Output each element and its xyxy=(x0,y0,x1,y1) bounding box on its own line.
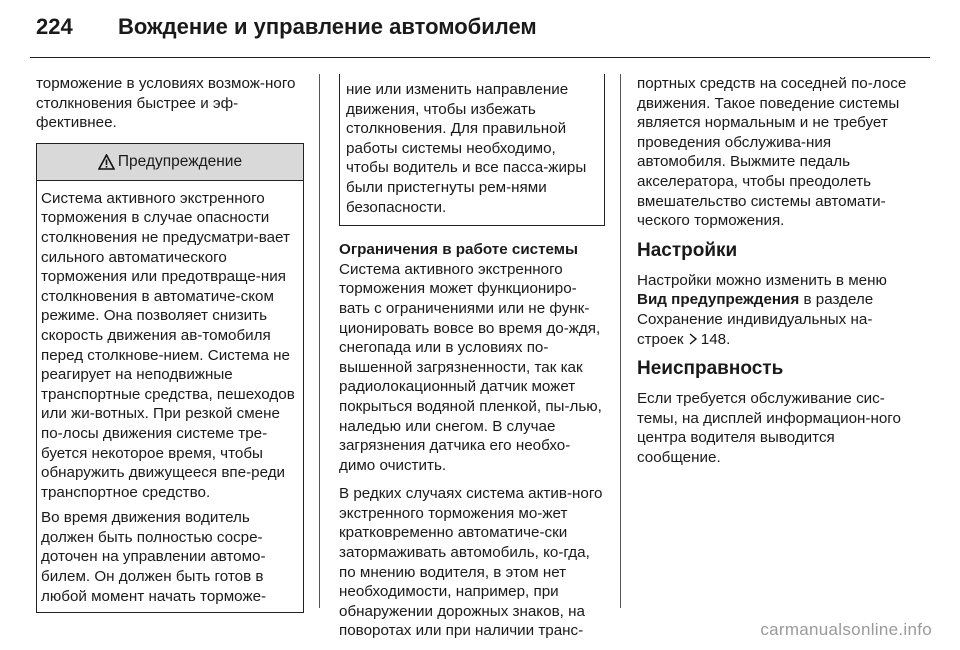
page-header xyxy=(36,14,537,54)
warning-continued-text: ние или изменить направление движения, чтобы избежать столкновения. Для правильной работы системы необходимо, чтобы водитель и все пасса-жиры были пристегнуты рем-нями безопасности. xyxy=(346,81,587,216)
header-divider xyxy=(30,57,930,58)
column-3 xyxy=(637,74,909,477)
continued-paragraph: портных средств на соседней по-лосе движения. Такое поведение системы является нормальным и не требует проведения обслужива-ния автомобиля. Выжмите педаль акселератора, чтобы преодолеть вмешательство системы автомати-ческого торможения. xyxy=(637,75,907,230)
column-divider-1 xyxy=(319,74,320,608)
warning-paragraph-2: Во время движения водитель должен быть полностью сосре-доточен на управлении автомо-билем. Он должен быть готов в любой момент начать торможе- xyxy=(41,509,267,605)
warning-box-continued xyxy=(339,74,605,226)
fault-paragraph: Если требуется обслуживание сис-темы, на дисплей информацион-ного центра водителя выводится сообщение. xyxy=(637,390,901,466)
settings-text-start: Настройки можно изменить в меню xyxy=(637,271,887,289)
watermark: carmanualsonline.info xyxy=(760,620,932,639)
limitations-paragraph-2: В редких случаях система актив-ного экстренного торможения мо-жет кратковременно автоматиче-ски затормаживать автомобиль, ко-гда, по мнению водителя, в этом нет необходимости, например, при обнаружении дорожных знаков, на поворотах или при наличии транс- xyxy=(339,485,603,640)
intro-paragraph: торможение в условиях возмож-ного столкновения быстрее и эф-фективнее. xyxy=(36,75,296,132)
settings-menu-name: Вид предупреждения xyxy=(637,291,800,309)
page-reference-arrow-icon xyxy=(688,333,698,345)
column-2 xyxy=(339,74,605,650)
settings-paragraph xyxy=(637,271,909,349)
warning-paragraph-1: Система активного экстренного торможения в случае опасности столкновения не предусматри-вает сильного автоматического торможения или предотвраще-ния столкновения в автоматиче-ском режиме. Она позволяет снизить скорость движения ав-томобиля перед столкнове-нием. Система не реагирует на неподвижные транспортные средства, пешеходов или жи-вотных. При резкой смене по-лосы движения системе тре-буется некоторое время, чтобы обнаружить движущееся впе-реди транспортное средство. xyxy=(41,189,295,501)
limitations-paragraph-1: Система активного экстренного торможения может функциониро-вать с ограничениями или не функ-ционировать вовсе во время до-ждя, снегопада или в условиях по-вышенной загрязненности, так как радиолокационный датчик может покрыться водяной пленкой, пы-лью, наледью или снегом. В случае загрязнения датчика его необхо-димо очистить. xyxy=(339,260,602,474)
section-heading-fault: Неисправность xyxy=(637,358,784,380)
warning-header xyxy=(37,144,303,181)
warning-icon xyxy=(98,154,115,170)
settings-page-ref[interactable]: 148. xyxy=(700,330,731,348)
column-1 xyxy=(36,74,304,613)
settings-text-middle: в разделе Сохранение индивидуальных на-строек xyxy=(637,291,874,348)
warning-title: Предупреждение xyxy=(117,152,243,170)
page-number: 224 xyxy=(36,14,73,39)
section-heading-settings: Настройки xyxy=(637,239,738,261)
warning-body xyxy=(37,181,303,606)
section-heading-limitations: Ограничения в работе системы xyxy=(339,241,579,259)
page-title: Вождение и управление автомобилем xyxy=(118,14,537,39)
warning-box xyxy=(36,143,304,613)
column-divider-2 xyxy=(620,74,621,608)
